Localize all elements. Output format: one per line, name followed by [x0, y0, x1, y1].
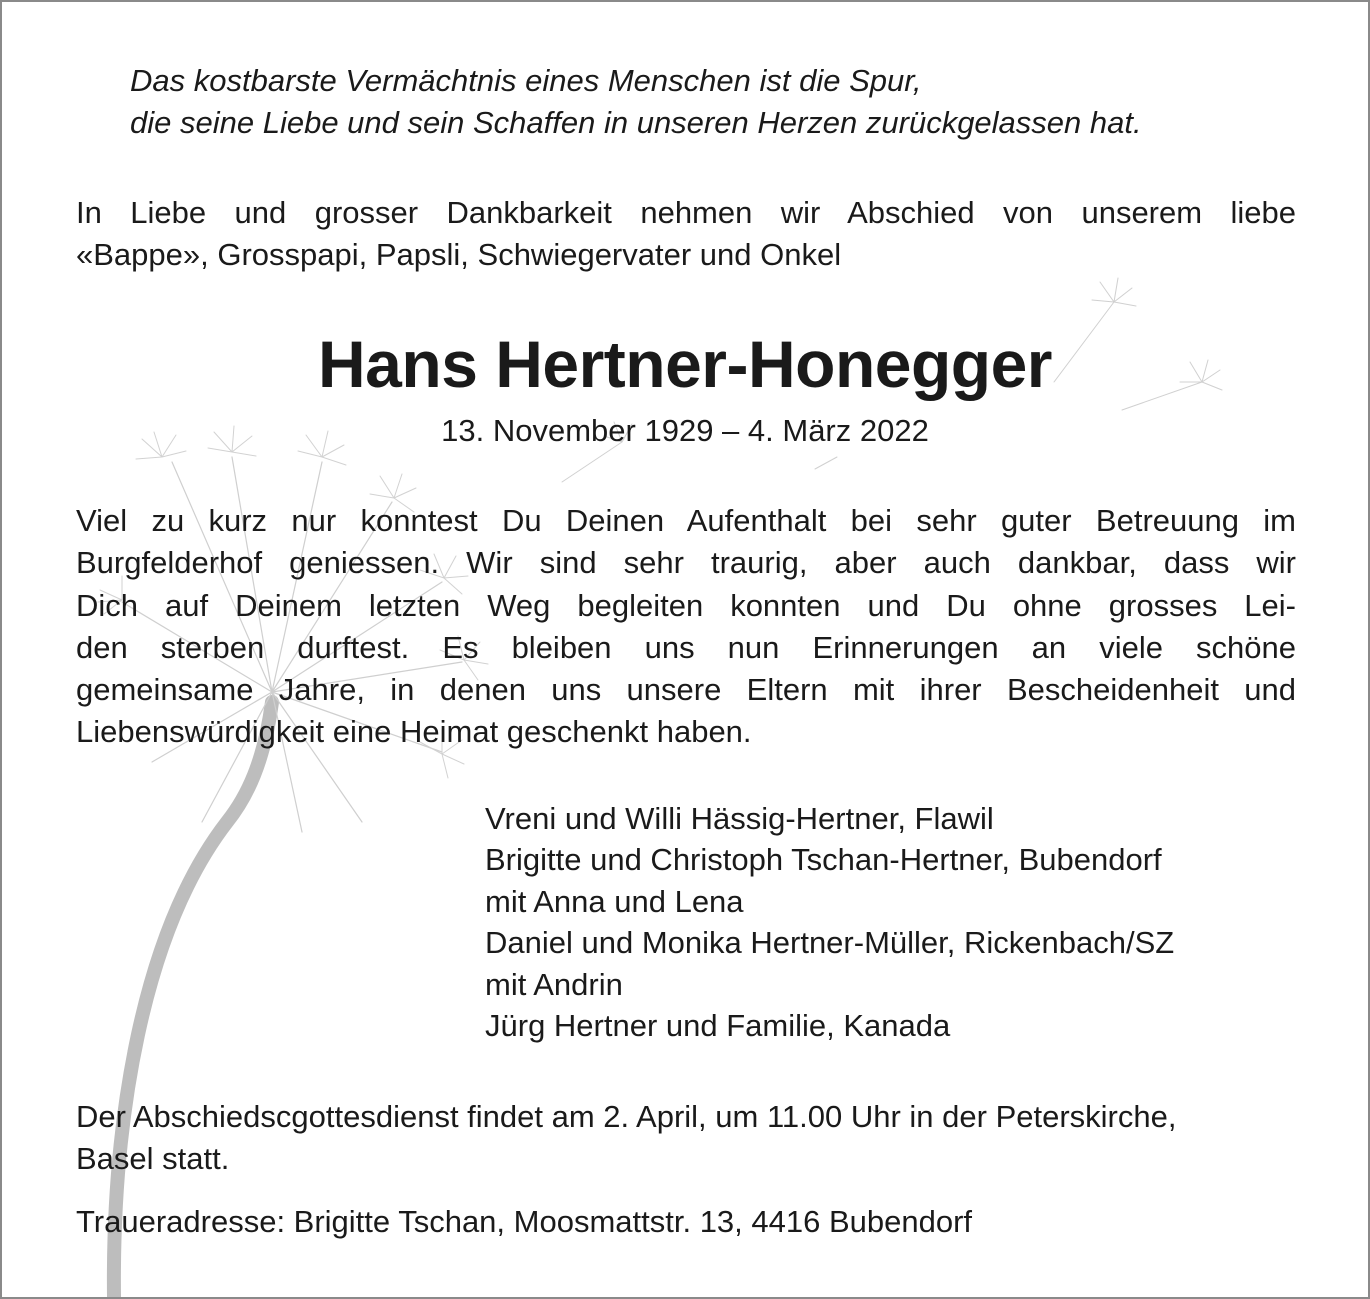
intro-paragraph [76, 192, 1296, 276]
deceased-name: Hans Hertner-Honegger [318, 327, 1052, 401]
mourning-address: Traueradresse: Brigitte Tschan, Moosmattstr. 13, 4416 Bubendorf [76, 1204, 973, 1239]
message-line: Viel zu kurz nur konntest Du Deinen Aufenthalt bei sehr guter Betreuung im [76, 503, 1296, 538]
service-announcement [76, 1096, 1301, 1180]
mourner-entry: mit Andrin [485, 966, 623, 1002]
quote-line-2: die seine Liebe und sein Schaffen in unseren Herzen zurückgelassen hat. [130, 105, 1142, 140]
memorial-quote [130, 60, 1142, 144]
message-line: Liebenswürdigkeit eine Heimat geschenkt haben. [76, 714, 752, 750]
mourner-entry: Daniel und Monika Hertner-Müller, Rickenbach/SZ [485, 925, 1175, 961]
intro-line-1: In Liebe und grosser Dankbarkeit nehmen wir Abschied von unserem liebe [76, 195, 1296, 230]
life-dates: 13. November 1929 – 4. März 2022 [441, 413, 929, 448]
service-line-1: Der Abschiedscgottesdienst findet am 2. April, um 11.00 Uhr in der Peterskirche, [76, 1099, 1177, 1134]
service-line-2: Basel statt. [76, 1141, 230, 1176]
mourner-entry: mit Anna und Lena [485, 883, 744, 919]
intro-line-2: «Bappe», Grosspapi, Papsli, Schwiegervater und Onkel [76, 237, 842, 272]
message-line: Dich auf Deinem letzten Weg begleiten konnten und Du ohne grosses Lei- [76, 587, 1296, 623]
mourner-entry: Jürg Hertner und Familie, Kanada [485, 1008, 951, 1044]
notice-content [2, 2, 1368, 1297]
message-line: den sterben durftest. Es bleiben uns nun Erinnerungen an viele schöne [76, 629, 1296, 665]
message-paragraph [76, 500, 1296, 754]
quote-line-1: Das kostbarste Vermächtnis eines Menschen ist die Spur, [130, 63, 922, 98]
mourner-entry: Brigitte und Christoph Tschan-Hertner, Bubendorf [485, 842, 1162, 878]
message-line: gemeinsame Jahre, in denen uns unsere Eltern mit ihrer Bescheidenheit und [76, 672, 1296, 708]
mourner-entry: Vreni und Willi Hässig-Hertner, Flawil [485, 801, 994, 836]
message-line: Burgfelderhof geniessen. Wir sind sehr traurig, aber auch dankbar, dass wir [76, 545, 1296, 581]
mourners-list [485, 798, 1174, 1046]
